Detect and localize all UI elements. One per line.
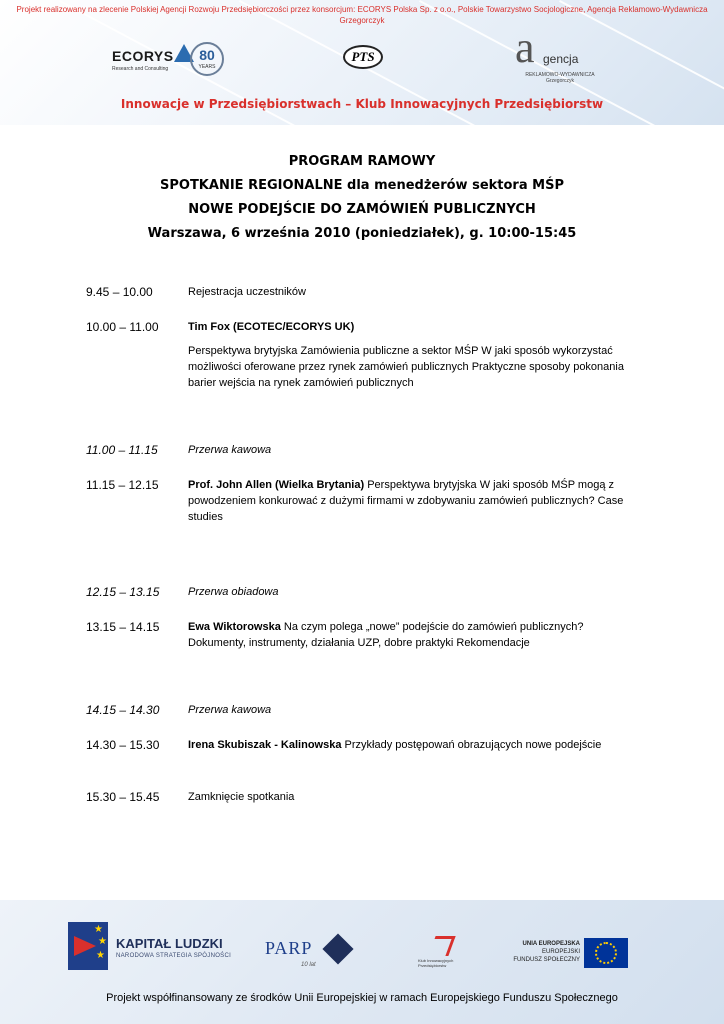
agenda-content	[188, 442, 628, 458]
agenda-content	[188, 319, 628, 391]
eu-line-2: EUROPEJSKI	[541, 949, 580, 955]
agenda-time: 14.30 – 15.30	[86, 738, 160, 752]
agenda-content	[188, 702, 628, 718]
kip-arrow-icon	[428, 936, 455, 956]
agenda-speaker: Tim Fox (ECOTEC/ECORYS UK)	[188, 321, 355, 333]
agenda-speaker: Irena Skubiszak - Kalinowska	[188, 739, 342, 751]
footer-note: Projekt współfinansowany ze środków Unii Europejskiej w ramach Europejskiego Funduszu Społecznego	[106, 992, 618, 1004]
agenda-line: zdobywaniu zamówień publicznych?	[417, 495, 595, 507]
program-title-line: Warszawa, 6 września 2010 (poniedziałek), g. 10:00-15:45	[147, 226, 577, 241]
agenda-line: Rejestracja uczestników	[188, 286, 306, 298]
parp-logo-word: PARP	[265, 938, 313, 958]
ecorys-logo-word: ECORYS	[112, 48, 174, 64]
agenda-time: 15.30 – 15.45	[86, 790, 160, 804]
footer-band	[0, 900, 724, 1024]
kip-logo-sub: Klub Innowacyjnych Przedsiębiorstw	[418, 958, 454, 968]
agenda-line: publicznych	[411, 361, 469, 373]
badge-number: 80	[199, 47, 215, 63]
kapital-ludzki-title: KAPITAŁ LUDZKI	[116, 936, 223, 951]
program-title-block	[0, 150, 724, 246]
pts-logo	[343, 45, 383, 69]
agenda-line: W jaki sposób wykorzystać możliwości oferowane przez rynek zamówień	[188, 345, 613, 373]
agenda-time: 10.00 – 11.00	[86, 320, 159, 334]
agenda-time: 14.15 – 14.30	[86, 703, 160, 717]
eu-logo	[510, 938, 630, 972]
agenda-time: 11.00 – 11.15	[86, 443, 158, 457]
agenda-line: Dokumenty, instrumenty, działania UZP, dobre praktyki	[188, 637, 454, 649]
header-band	[0, 0, 724, 125]
agenda-line: Przykłady postępowań obrazujących nowe podejście	[344, 739, 602, 751]
agenda-content	[188, 619, 628, 651]
agenda-line: Na czym polega „nowe” podejście do zamówień publicznych?	[283, 621, 584, 633]
ecorys-logo-sub: Research and Consulting	[112, 66, 169, 72]
agenda-line: Zamówienia publiczne a sektor MŚP	[300, 345, 479, 357]
ecorys-logo	[112, 40, 224, 80]
agenda-content	[188, 284, 628, 300]
eu-line-3: FUNDUSZ SPOŁECZNY	[513, 957, 580, 963]
program-title-line: SPOTKANIE REGIONALNE dla menedżerów sektora MŚP	[160, 178, 564, 193]
agenda-speaker: Ewa Wiktorowska	[188, 621, 281, 633]
agenda-line: Case studies	[188, 495, 624, 523]
kapital-ludzki-logo	[68, 922, 248, 970]
ecorys-80-years-badge	[190, 42, 224, 76]
agenda-break: Przerwa obiadowa	[188, 586, 279, 598]
header-title: Innowacje w Przedsiębiorstwach – Klub Innowacyjnych Przedsiębiorstw	[120, 97, 604, 111]
agenda-line: Perspektywa brytyjska	[367, 479, 477, 491]
parp-logo-sub: 10 lat	[301, 962, 316, 968]
badge-sub: YEARS	[198, 64, 216, 70]
kip-logo	[418, 936, 464, 976]
footer-logos	[0, 912, 724, 982]
agenda-break: Przerwa kawowa	[188, 444, 272, 456]
agenda-line: Praktyczne sposoby pokonania barier wejścia na rynek zamówień publicznych	[188, 361, 624, 389]
agenda-content	[188, 789, 628, 805]
program-title-line: PROGRAM RAMOWY	[288, 154, 436, 169]
agenda-break: Przerwa kawowa	[188, 704, 272, 716]
agenda-line: Zamknięcie spotkania	[188, 791, 295, 803]
parp-logo	[265, 932, 360, 972]
agenda-content	[188, 737, 628, 753]
agencja-logo	[515, 23, 605, 86]
agenda-content	[188, 584, 628, 600]
eu-line-1: UNIA EUROPEJSKA	[522, 941, 580, 947]
agenda-time: 13.15 – 14.15	[86, 620, 160, 634]
header-note: Projekt realizowany na zlecenie Polskiej Agencji Rozwoju Przedsiębiorczości przez konsorcjum: ECORYS Polska Sp. z o.o., Polskie Towarzystwo Socjologiczne, Agencja Reklamowo-Wydawnicza Grzegorczyk	[16, 5, 708, 25]
agenda-speaker: Prof. John Allen (Wielka Brytania)	[188, 479, 365, 491]
agenda-line: W jaki sposób MŚP mogą z powodzeniem konkurować z dużymi firmami w	[188, 479, 614, 507]
program-title-line: NOWE PODEJŚCIE DO ZAMÓWIEŃ PUBLICZNYCH	[188, 202, 536, 217]
agencja-logo-sub: REKLAMOWO-WYDAWNICZA Grzegorczyk	[525, 72, 595, 84]
agenda-line: Rekomendacje	[456, 637, 530, 649]
agenda-line: Perspektywa brytyjska	[188, 345, 298, 357]
agenda-time: 12.15 – 13.15	[86, 585, 160, 599]
eu-logo-text	[510, 940, 580, 964]
agenda-time: 9.45 – 10.00	[86, 285, 153, 299]
agenda-time: 11.15 – 12.15	[86, 478, 159, 492]
agenda-content	[188, 477, 628, 525]
kapital-ludzki-sub: NARODOWA STRATEGIA SPÓJNOŚCI	[116, 953, 232, 959]
agencja-logo-letter: a	[515, 23, 535, 72]
parp-arrows-icon	[322, 933, 353, 964]
eu-flag-icon	[584, 938, 628, 968]
agencja-logo-word: gencja	[543, 52, 579, 66]
pts-logo-word: PTS	[343, 45, 383, 69]
kapital-ludzki-emblem-icon: ★ ★ ★	[68, 922, 108, 970]
